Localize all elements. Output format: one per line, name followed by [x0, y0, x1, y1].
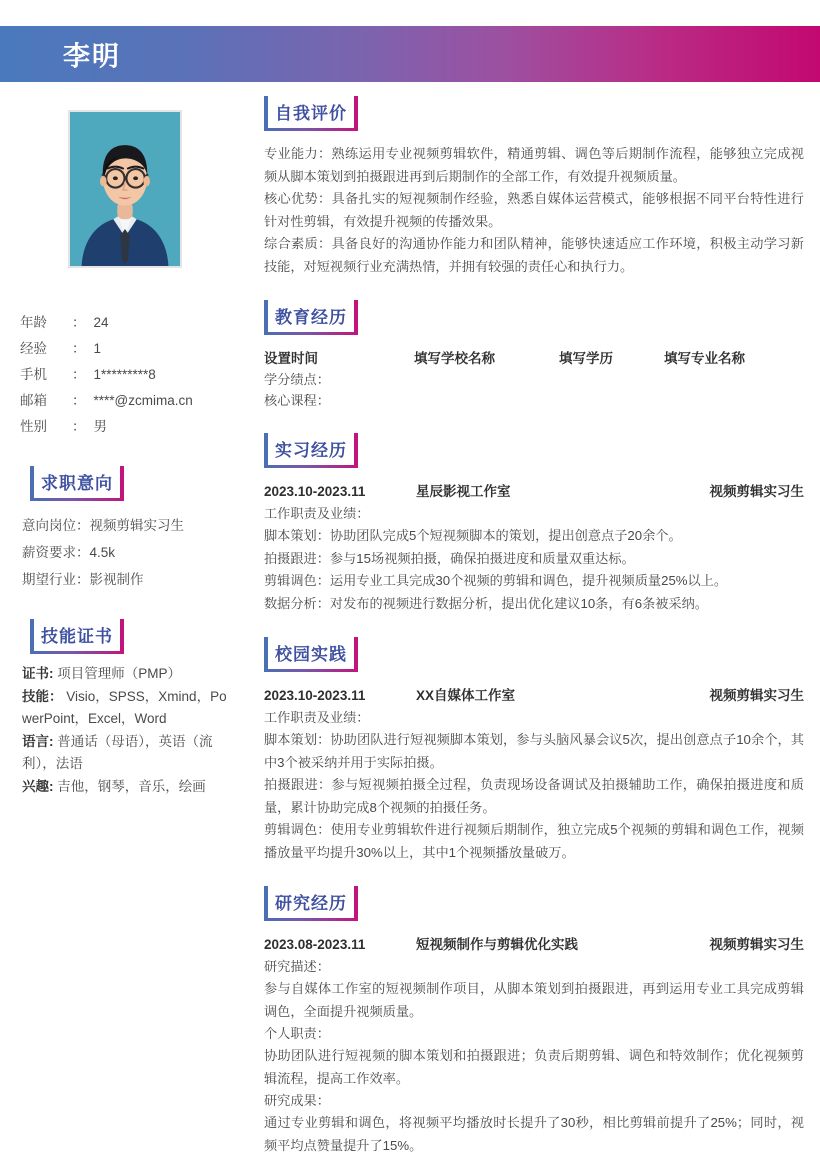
section-title: 教育经历	[275, 308, 347, 327]
section-title: 技能证书	[41, 627, 113, 646]
accent-bar-left	[264, 96, 268, 128]
accent-bar-left	[264, 637, 268, 669]
info-label: 年龄	[20, 315, 47, 330]
section-title: 校园实践	[275, 645, 347, 664]
main-content	[264, 96, 804, 1157]
education-column-degree: 填写学历	[559, 351, 613, 366]
info-colon: ：	[72, 393, 86, 408]
internship-body	[264, 480, 804, 615]
campus-entry-header	[264, 684, 804, 704]
info-label: 经验	[20, 341, 47, 356]
row-label: 兴趣:	[22, 779, 54, 794]
research-entry-header	[264, 933, 804, 953]
education-column-major: 填写专业名称	[664, 351, 745, 366]
education-column-school: 填写学校名称	[414, 351, 495, 366]
skills-body	[18, 663, 232, 798]
research-block-text: 协助团队进行短视频的脚本策划和拍摄跟进；负责后期剪辑、调色和特效制作；优化视频剪辑流程，提高工作效率。	[264, 1048, 804, 1086]
entry-date: 2023.08-2023.11	[264, 937, 366, 952]
research-block-heading: 研究描述：	[264, 959, 330, 974]
section-header-campus-practice	[264, 637, 358, 669]
info-value: 男	[93, 419, 107, 434]
row-value: 影视制作	[89, 572, 144, 587]
accent-bar-right	[120, 619, 124, 651]
row-label: 证书:	[22, 666, 54, 681]
info-value: 24	[93, 315, 109, 330]
entry-item: 数据分析：对发布的视频进行数据分析，提出优化建议10条，有6条被采纳。	[264, 595, 708, 611]
section-skills	[18, 619, 232, 798]
info-colon: ：	[72, 419, 86, 434]
accent-underline	[30, 498, 124, 501]
section-header-skills	[30, 619, 124, 651]
section-job-intention	[18, 466, 232, 593]
skill-row-interest	[22, 776, 230, 798]
info-colon: ：	[72, 341, 86, 356]
row-value: 项目管理师（PMP）	[57, 666, 182, 681]
row-label: 语言:	[22, 734, 54, 749]
avatar	[70, 112, 180, 266]
self-evaluation-paragraph: 专业能力：熟练运用专业视频剪辑软件，精通剪辑、调色等后期制作流程，能够独立完成视频从脚本策划到拍摄跟进再到后期制作的全部工作，有效提升视频质量。	[264, 146, 804, 184]
accent-bar-left	[264, 300, 268, 332]
accent-bar-right	[120, 466, 124, 498]
entry-item: 剪辑调色：运用专业工具完成30个视频的剪辑和调色，提升视频质量25%以上。	[264, 573, 728, 588]
self-evaluation-body	[264, 143, 804, 278]
info-value: ****@zcmima.cn	[93, 393, 193, 408]
self-evaluation-paragraph: 核心优势：具备扎实的短视频制作经验，熟悉自媒体运营模式，能够根据不同平台特性进行针对性剪辑，有效提升视频的传播效果。	[264, 191, 804, 229]
accent-underline	[30, 651, 124, 654]
accent-underline	[264, 332, 358, 335]
education-column-time: 设置时间	[264, 351, 318, 366]
section-header-education	[264, 300, 358, 332]
info-colon: ：	[72, 315, 86, 330]
job-intention-row	[22, 512, 232, 539]
info-value: 1	[93, 341, 102, 356]
info-label: 性别	[20, 419, 47, 434]
internship-entry-header	[264, 480, 804, 500]
entry-subtitle: 工作职责及业绩：	[264, 506, 370, 521]
row-value: 吉他，钢琴，音乐，绘画	[57, 779, 206, 794]
entry-organization: XX自媒体工作室	[416, 688, 516, 703]
section-header-job-intention	[30, 466, 124, 498]
accent-bar-left	[30, 466, 34, 498]
section-title: 求职意向	[41, 474, 113, 493]
skill-row-certificate	[22, 663, 230, 685]
section-self-evaluation	[264, 96, 804, 278]
accent-bar-left	[264, 886, 268, 918]
section-header-research	[264, 886, 358, 918]
info-row-email	[20, 388, 232, 414]
accent-bar-right	[354, 637, 358, 669]
info-colon: ：	[72, 367, 86, 382]
info-row-age	[20, 310, 232, 336]
entry-organization: 星辰影视工作室	[416, 484, 511, 499]
accent-underline	[264, 128, 358, 131]
section-title: 自我评价	[275, 104, 347, 123]
research-block-heading: 个人职责：	[264, 1026, 330, 1041]
section-header-internship	[264, 433, 358, 465]
section-campus-practice	[264, 637, 804, 864]
job-intention-row	[22, 566, 232, 593]
row-value: 4.5k	[89, 545, 116, 560]
row-value: 视频剪辑实习生	[89, 518, 184, 533]
accent-bar-right	[354, 96, 358, 128]
entry-project: 短视频制作与剪辑优化实践	[416, 937, 578, 952]
accent-underline	[264, 669, 358, 672]
education-courses-line: 核心课程：	[264, 393, 330, 408]
entry-subtitle: 工作职责及业绩：	[264, 710, 370, 725]
skill-row-language	[22, 731, 230, 775]
entry-item: 拍摄跟进：参与15场视频拍摄，确保拍摄进度和质量双重达标。	[264, 550, 635, 566]
entry-date: 2023.10-2023.11	[264, 688, 366, 703]
page-title: 李明	[63, 41, 121, 72]
self-evaluation-paragraph: 综合素质：具备良好的沟通协作能力和团队精神，能够快速适应工作环境，积极主动学习新技能，对短视频行业充满热情，并拥有较强的责任心和执行力。	[264, 236, 804, 274]
info-row-phone	[20, 362, 232, 388]
info-label: 手机	[20, 367, 47, 382]
info-label: 邮箱	[20, 393, 47, 408]
row-value: Visio，SPSS，Xmind，PowerPoint，Excel，Word	[22, 689, 227, 726]
section-title: 研究经历	[275, 894, 347, 913]
accent-underline	[264, 918, 358, 921]
education-columns-row	[264, 347, 804, 367]
row-label: 薪资要求：	[22, 545, 90, 560]
accent-bar-right	[354, 300, 358, 332]
entry-date: 2023.10-2023.11	[264, 484, 366, 499]
entry-item: 剪辑调色：使用专业剪辑软件进行视频后期制作，独立完成5个视频的剪辑和调色工作，视频播放量平均提升30%以上，其中1个视频播放量破万。	[264, 822, 804, 860]
education-body	[264, 347, 804, 411]
row-label: 期望行业：	[22, 572, 90, 587]
accent-bar-left	[30, 619, 34, 651]
section-internship	[264, 433, 804, 615]
job-intention-body	[18, 512, 232, 593]
entry-role: 视频剪辑实习生	[709, 937, 804, 952]
section-research	[264, 886, 804, 1157]
campus-practice-body	[264, 684, 804, 864]
info-row-gender	[20, 414, 232, 440]
basic-info-list	[18, 310, 232, 440]
entry-item: 脚本策划：协助团队进行短视频脚本策划，参与头脑风暴会议5次，提出创意点子10余个，其中3个被采纳并用于实际拍摄。	[264, 732, 804, 770]
entry-role: 视频剪辑实习生	[709, 688, 804, 703]
info-value: 1*********8	[93, 367, 156, 382]
entry-role: 视频剪辑实习生	[709, 484, 804, 499]
row-label: 意向岗位：	[22, 518, 90, 533]
skill-row-software	[22, 686, 230, 730]
accent-bar-left	[264, 433, 268, 465]
accent-bar-right	[354, 886, 358, 918]
research-block-text: 通过专业剪辑和调色，将视频平均播放时长提升了30秒，相比剪辑前提升了25%；同时，视频平均点赞量提升了15%。	[264, 1115, 804, 1153]
education-gpa-line: 学分绩点：	[264, 372, 330, 387]
research-block-heading: 研究成果：	[264, 1093, 330, 1108]
section-title: 实习经历	[275, 441, 347, 460]
entry-item: 脚本策划：协助团队完成5个短视频脚本的策划，提出创意点子20余个。	[264, 528, 682, 543]
research-block-text: 参与自媒体工作室的短视频制作项目，从脚本策划到拍摄跟进，再到运用专业工具完成剪辑调色，全面提升视频质量。	[264, 981, 804, 1019]
row-value: 普通话（母语），英语（流利），法语	[22, 734, 213, 771]
entry-item: 拍摄跟进：参与短视频拍摄全过程，负责现场设备调试及拍摄辅助工作，确保拍摄进度和质量，累计协助完成8个视频的拍摄任务。	[264, 777, 804, 815]
accent-underline	[264, 465, 358, 468]
section-header-self-evaluation	[264, 96, 358, 128]
job-intention-row	[22, 539, 232, 566]
portrait-illustration	[70, 112, 180, 266]
info-row-experience	[20, 336, 232, 362]
research-body	[264, 933, 804, 1157]
row-label: 技能：	[22, 689, 63, 704]
section-education	[264, 300, 804, 411]
accent-bar-right	[354, 433, 358, 465]
sidebar	[0, 96, 248, 799]
header-banner	[0, 26, 820, 82]
avatar-frame	[68, 110, 182, 268]
